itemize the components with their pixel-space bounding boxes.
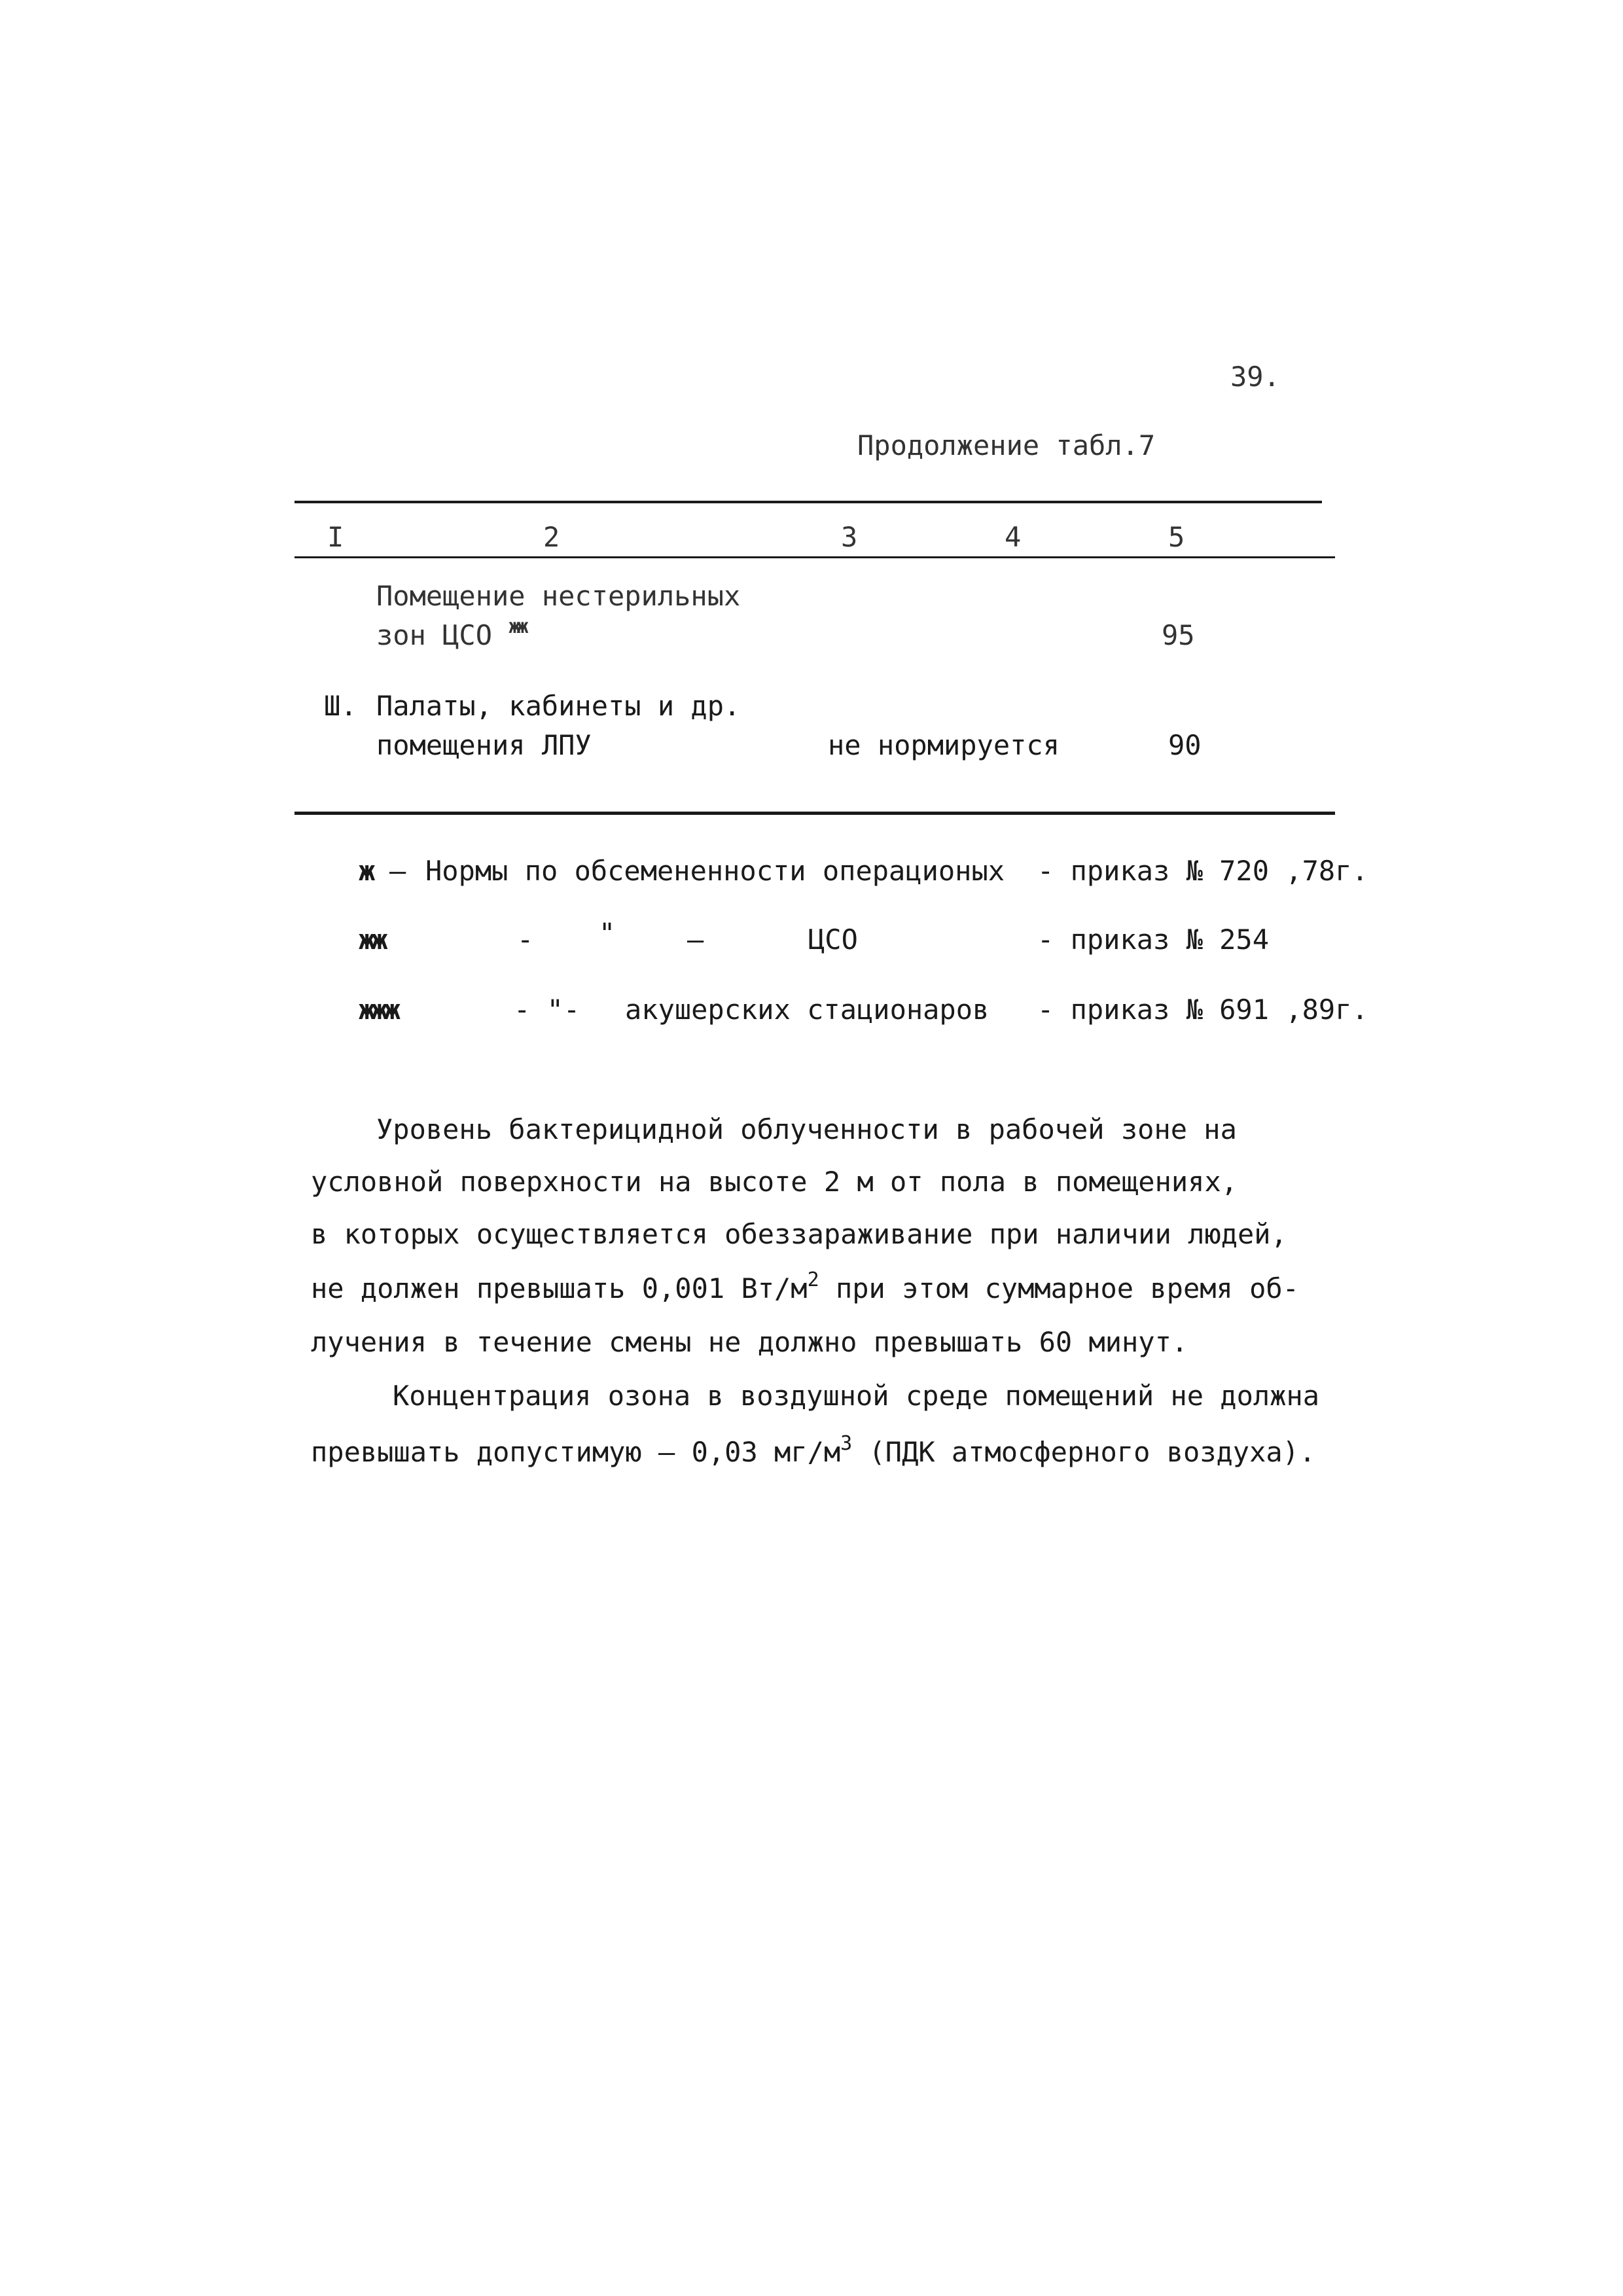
footnote-dash: – (389, 855, 406, 887)
table-caption: Продолжение табл.7 (857, 429, 1156, 461)
row-name-line2: помещения ЛПУ (376, 729, 592, 761)
row-name-line1: Палаты, кабинеты и др. (376, 690, 741, 722)
paragraph-line (311, 1268, 1299, 1304)
footnote-dash: - "- (514, 994, 580, 1026)
paragraph-line: Концентрация озона в воздушной среде помещений не должна (393, 1380, 1320, 1412)
row-value-col3: не нормируется (828, 729, 1060, 761)
table-header-rule (294, 556, 1335, 558)
column-header-1: I (327, 521, 344, 553)
footnote-mark: ж (359, 855, 372, 887)
footnote-mark: жжж (359, 994, 397, 1026)
page-number: 39. (1230, 361, 1280, 393)
row-value-col5: 95 (1162, 619, 1195, 651)
paragraph-line (311, 1432, 1316, 1468)
footnote-text: ЦСО (808, 924, 858, 956)
row-name-line1: Помещение нестерильных (376, 580, 741, 612)
paragraph-line: Уровень бактерицидной облученности в рабочей зоне на (376, 1113, 1237, 1145)
column-header-5: 5 (1168, 521, 1185, 553)
column-header-4: 4 (1005, 521, 1022, 553)
text-segment: не должен превышать 0,001 Вт/м (311, 1272, 808, 1304)
footnote-order: - приказ № 720 ,78г. (1037, 855, 1368, 887)
row-name-line2 (376, 615, 525, 651)
text-segment: (ПДК атмосферного воздуха). (852, 1436, 1316, 1468)
row-name-text: зон ЦСО (376, 619, 493, 651)
superscript: 3 (840, 1432, 853, 1455)
superscript: 2 (807, 1268, 819, 1291)
table-top-rule (294, 501, 1322, 503)
footnote-text: акушерских стационаров (625, 994, 990, 1026)
footnote-mark: жж (359, 924, 384, 956)
column-header-3: 3 (841, 521, 858, 553)
paragraph-line: лучения в течение смены не должно превышать 60 минут. (311, 1326, 1188, 1358)
footnote-order: - приказ № 691 ,89г. (1037, 994, 1368, 1026)
footnote-dash: - (517, 924, 534, 956)
column-header-2: 2 (543, 521, 560, 553)
footnote-mark: жж (508, 615, 525, 638)
paragraph-line: условной поверхности на высоте 2 м от пола в помещениях, (311, 1166, 1238, 1198)
footnote-ditto: " (599, 917, 616, 949)
table-bottom-rule (294, 812, 1335, 815)
footnote-dash: – (687, 924, 704, 956)
footnote-text: Нормы по обсемененности операционых (425, 855, 1005, 887)
row-number: Ш. (324, 690, 357, 722)
text-segment: при этом суммарное время об- (819, 1272, 1299, 1304)
footnote-order: - приказ № 254 (1037, 924, 1270, 956)
paragraph-line: в которых осуществляется обеззараживание при наличии людей, (311, 1218, 1287, 1250)
text-segment: превышать допустимую – 0,03 мг/м (311, 1436, 841, 1468)
row-value-col5: 90 (1168, 729, 1202, 761)
